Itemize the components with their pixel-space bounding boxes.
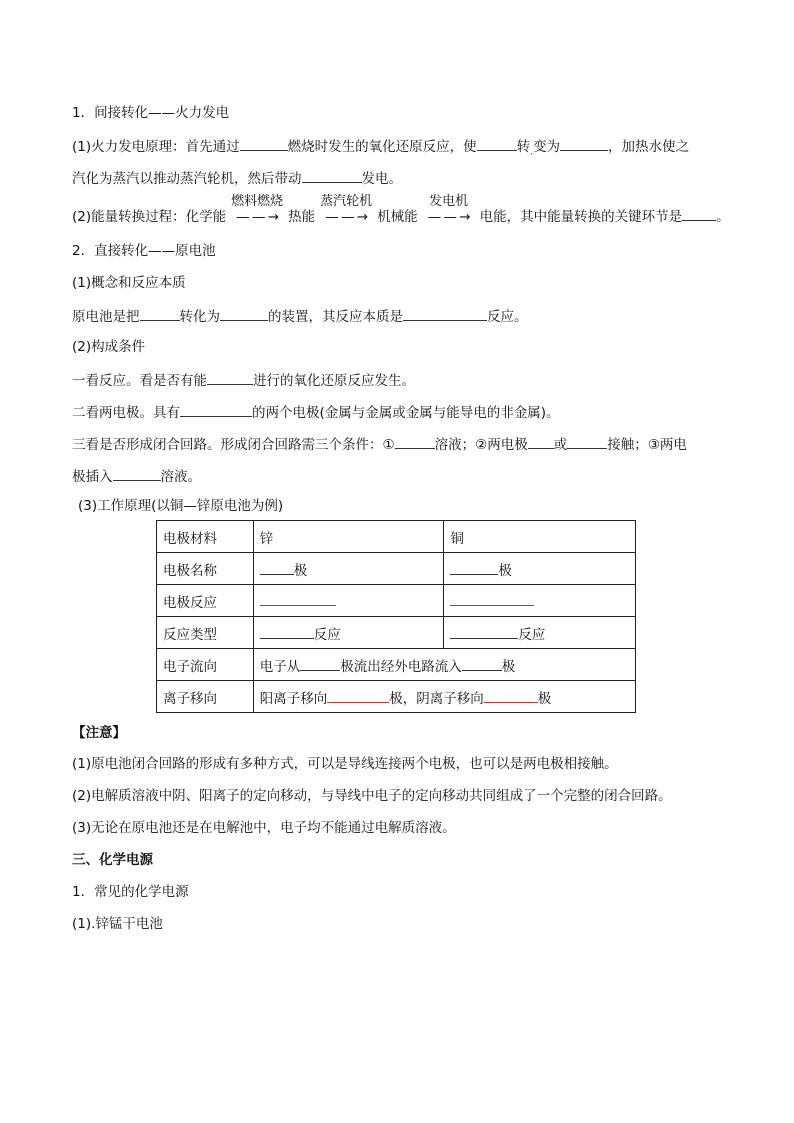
row-label: 电极材料 bbox=[157, 521, 254, 553]
row-label: 反应类型 bbox=[157, 617, 254, 649]
copper-cell: 反应 bbox=[444, 617, 636, 649]
fill-blank[interactable] bbox=[450, 624, 518, 639]
fill-blank[interactable] bbox=[682, 206, 716, 221]
fill-blank[interactable] bbox=[260, 624, 314, 639]
zinc-cell bbox=[253, 585, 444, 617]
fill-blank[interactable] bbox=[462, 656, 502, 671]
table-row bbox=[157, 553, 636, 585]
fill-blank[interactable] bbox=[403, 306, 487, 321]
note-2: (2)电解质溶液中阴、阳离子的定向移动，与导线中电子的定向移动共同组成了一个完整的闭合回路。 bbox=[72, 788, 672, 804]
note-1: (1)原电池闭合回路的形成有多种方式，可以是导线连接两个电极，也可以是两电极相接触。 bbox=[72, 756, 618, 772]
fill-blank[interactable] bbox=[484, 688, 538, 703]
fill-blank[interactable] bbox=[560, 136, 608, 151]
zinc-cell: 反应 bbox=[253, 617, 444, 649]
fill-blank[interactable] bbox=[395, 434, 435, 449]
paragraph-energy-chain: (2)能量转换过程：化学能 燃料燃烧 — — → 热能 蒸汽轮机 — — → 机械能 发电机 — — → 电能，其中能量转换的关键环节是 。 bbox=[72, 194, 730, 225]
heading-indirect-conversion: 1．间接转化——火力发电 bbox=[72, 105, 230, 121]
table-row bbox=[157, 585, 636, 617]
table-row bbox=[157, 681, 636, 713]
cu-zn-cell-table bbox=[156, 520, 636, 713]
copper-cell bbox=[444, 585, 636, 617]
paragraph-condition-3-cont: 极插入 溶液。 bbox=[72, 466, 201, 486]
fill-blank[interactable] bbox=[567, 434, 607, 449]
fill-blank[interactable] bbox=[140, 306, 180, 321]
arrow-generator: 发电机 — — → bbox=[427, 194, 470, 225]
fill-blank[interactable] bbox=[180, 402, 252, 417]
arrow-fuel-combustion: 燃料燃烧 — — → bbox=[231, 194, 284, 225]
zinc-cell: 极 bbox=[253, 553, 444, 585]
table-row bbox=[157, 521, 636, 553]
subheading-conditions: (2)构成条件 bbox=[72, 339, 146, 355]
fill-blank[interactable] bbox=[300, 656, 340, 671]
subheading-common-sources: 1．常见的化学电源 bbox=[72, 884, 189, 900]
paragraph-condition-3: 三看是否形成闭合回路。形成闭合回路需三个条件：① 溶液；②两电极 或 接触；③两电 bbox=[72, 434, 687, 454]
fill-blank[interactable] bbox=[207, 370, 253, 385]
row-label: 电极名称 bbox=[157, 553, 254, 585]
heading-direct-conversion: 2．直接转化——原电池 bbox=[72, 243, 216, 259]
fill-blank[interactable] bbox=[240, 136, 288, 151]
subheading-working-principle: (3)工作原理(以铜—锌原电池为例) bbox=[78, 498, 284, 514]
arrow-steam-turbine: 蒸汽轮机 — — → bbox=[320, 194, 373, 225]
table-row bbox=[157, 617, 636, 649]
heading-chemical-power: 三、化学电源 bbox=[72, 852, 153, 868]
table-row bbox=[157, 649, 636, 681]
row-label: 电极反应 bbox=[157, 585, 254, 617]
fill-blank[interactable] bbox=[260, 560, 294, 575]
paragraph-condition-1: 一看反应。看是否有能 进行的氧化还原反应发生。 bbox=[72, 370, 415, 390]
fill-blank[interactable] bbox=[220, 306, 268, 321]
merged-cell: 阳离子移向 极，阴离子移向 极 bbox=[253, 681, 635, 713]
subheading-concept: (1)概念和反应本质 bbox=[72, 275, 186, 291]
fill-blank[interactable] bbox=[450, 591, 534, 606]
fill-blank[interactable] bbox=[327, 688, 389, 703]
fill-blank[interactable] bbox=[477, 136, 517, 151]
paragraph-thermal-principle-cont: 汽化为蒸汽以推动蒸汽轮机，然后带动 发电。 bbox=[72, 168, 402, 188]
zinc-cell: 锌 bbox=[253, 521, 444, 553]
note-3: (3)无论在原电池还是在电解池中，电子均不能通过电解质溶液。 bbox=[72, 820, 456, 836]
merged-cell: 电子从 极流出经外电路流入 极 bbox=[253, 649, 635, 681]
subheading-zinc-manganese: (1).锌锰干电池 bbox=[72, 916, 163, 932]
fill-blank[interactable] bbox=[528, 434, 554, 449]
paragraph-condition-2: 二看两电极。具有 的两个电极(金属与金属或金属与能导电的非金属)。 bbox=[72, 402, 560, 422]
row-label: 电子流向 bbox=[157, 649, 254, 681]
fill-blank[interactable] bbox=[450, 560, 498, 575]
copper-cell: 极 bbox=[444, 553, 636, 585]
copper-cell: 铜 bbox=[444, 521, 636, 553]
row-label: 离子移向 bbox=[157, 681, 254, 713]
fill-blank[interactable] bbox=[302, 168, 362, 183]
fill-blank[interactable] bbox=[260, 591, 336, 606]
paragraph-thermal-principle: (1)火力发电原理：首先通过 燃烧时发生的氧化还原反应，使 转$_.$变为 ，加热水使之 bbox=[72, 136, 689, 162]
notes-title: 【注意】 bbox=[72, 725, 126, 741]
paragraph-concept: 原电池是把 转化为 的装置，其反应本质是 反应。 bbox=[72, 306, 528, 326]
fill-blank[interactable] bbox=[113, 466, 161, 481]
